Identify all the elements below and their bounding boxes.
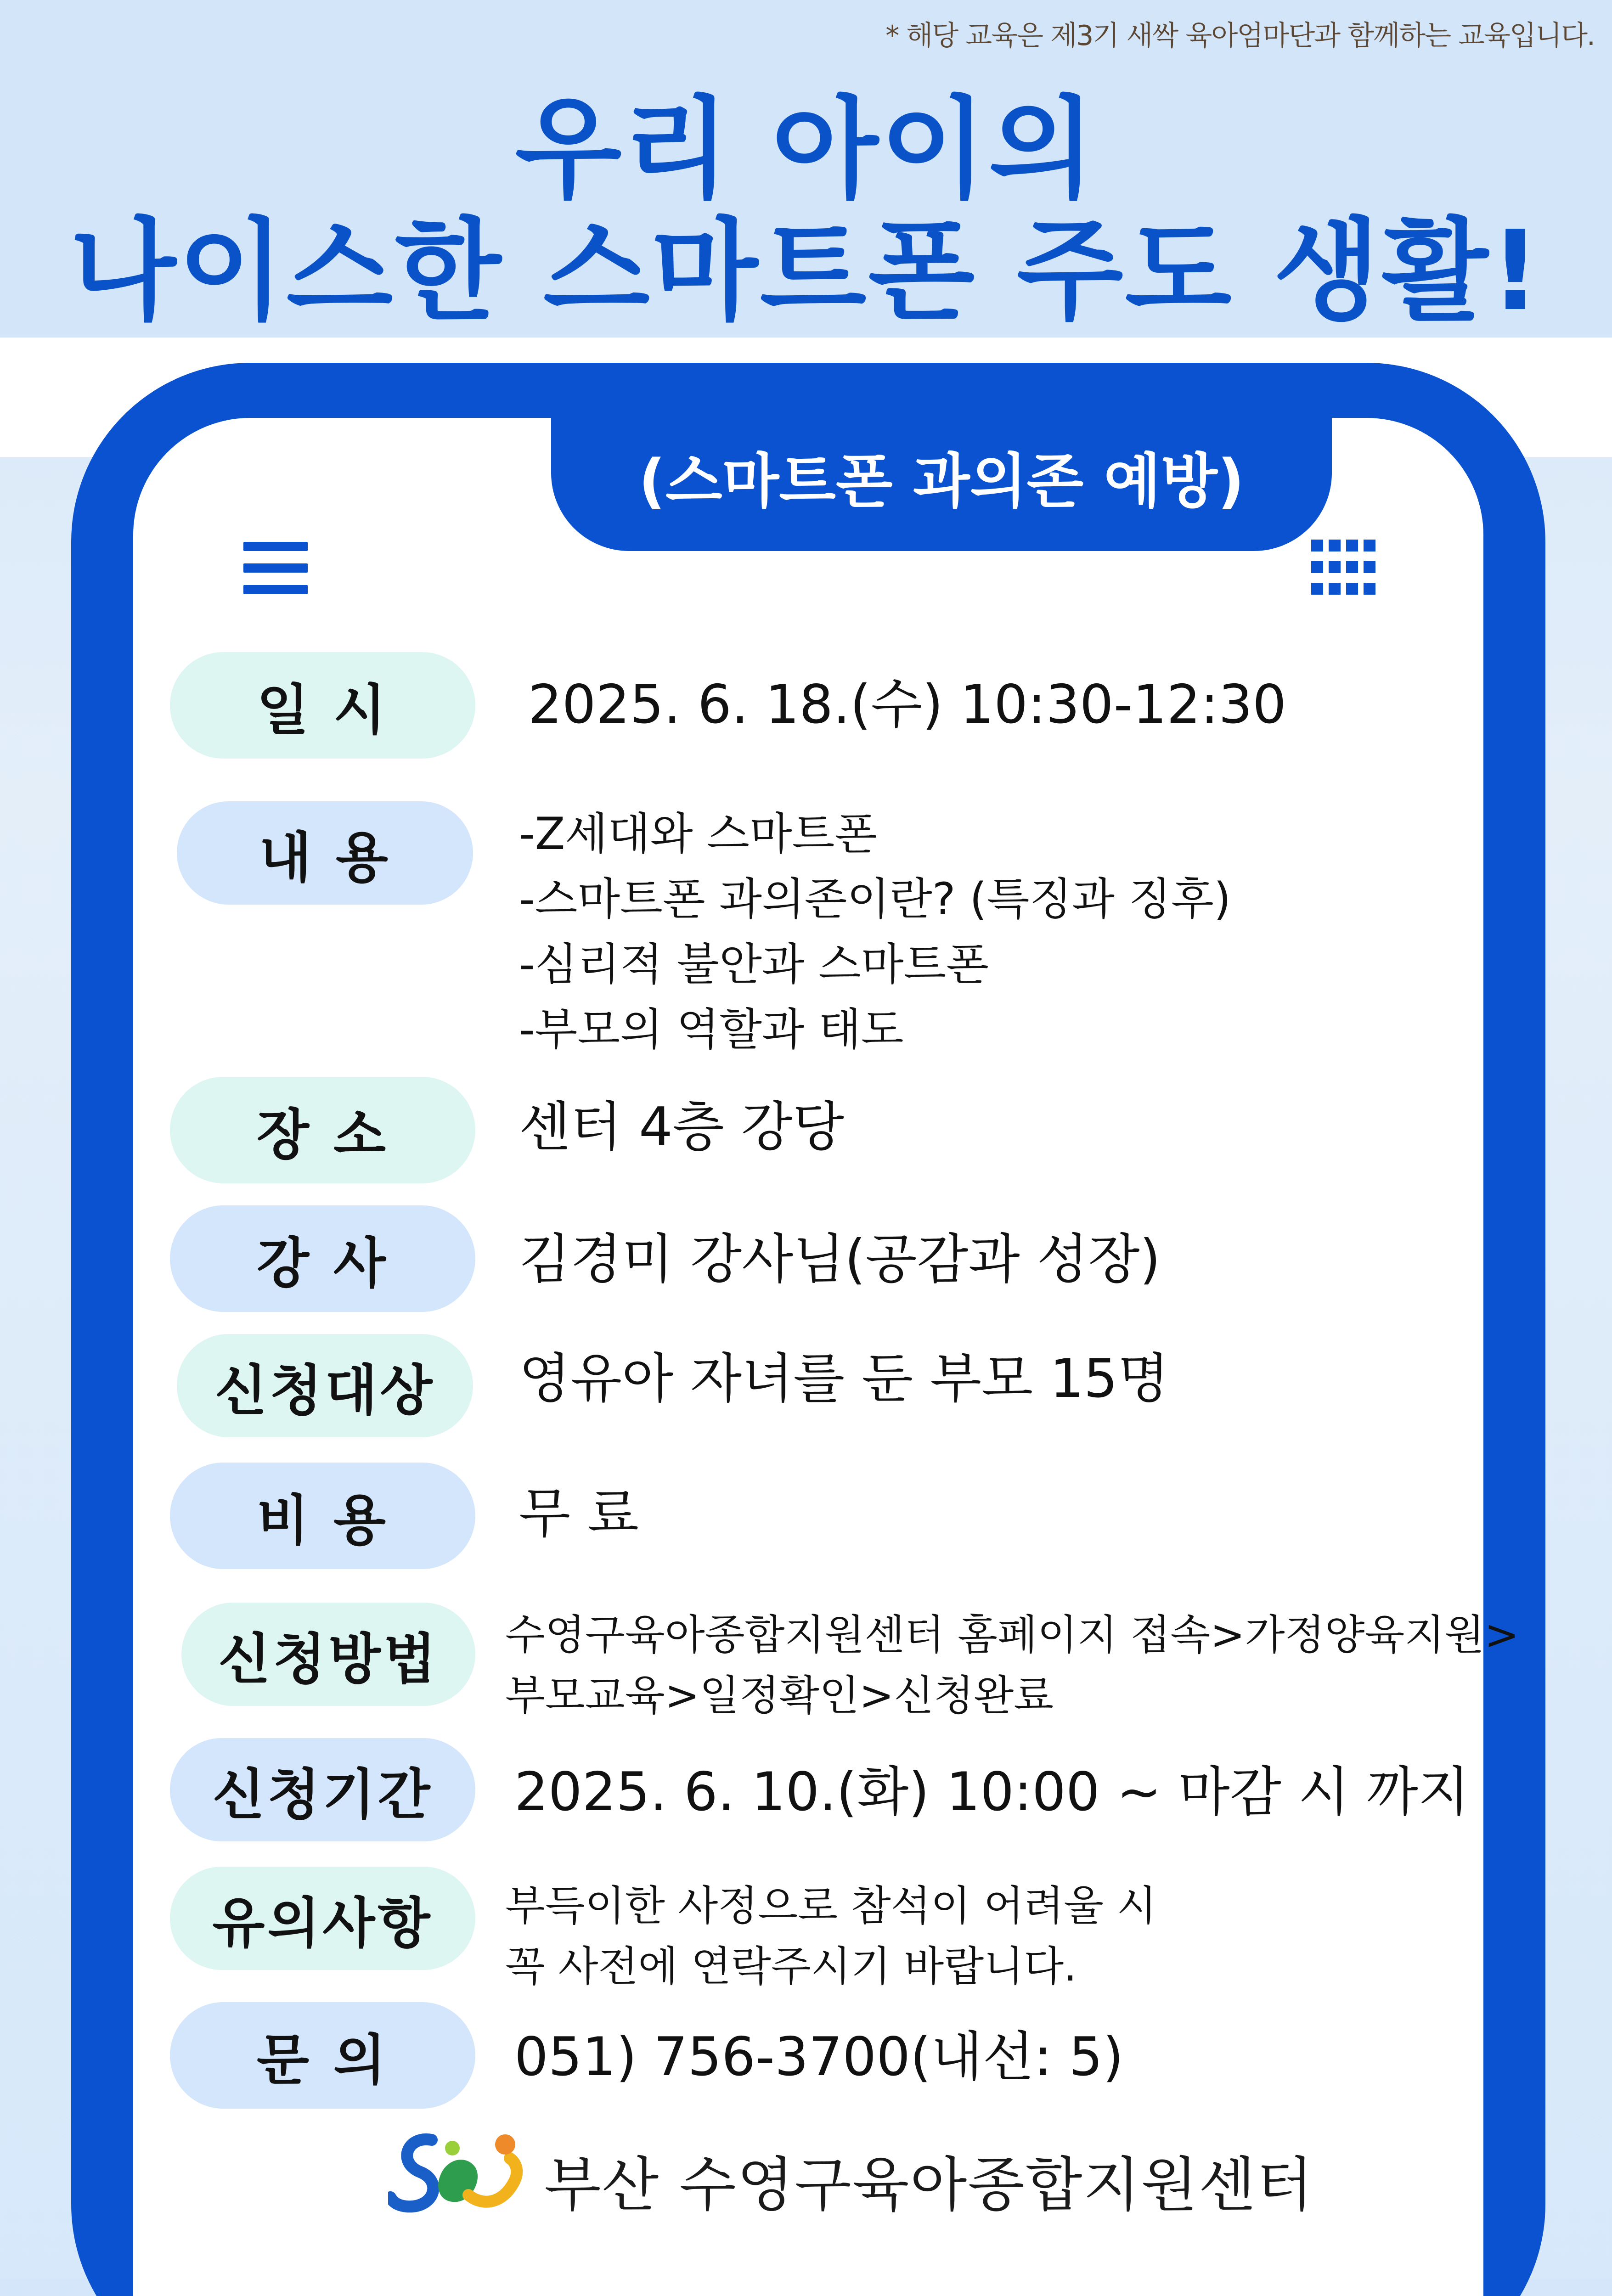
caution-line: 부득이한 사정으로 참석이 어려울 시 <box>505 1882 1157 1930</box>
value-lecturer: 김경미 강사님(공감과 성장) <box>519 1228 1161 1290</box>
label-period: 신청기간 <box>170 1738 475 1841</box>
value-method <box>505 1605 1519 1726</box>
label-caution: 유의사항 <box>170 1867 475 1970</box>
value-caution <box>505 1876 1157 1997</box>
method-line: 부모교육>일정확인>신청완료 <box>505 1671 1054 1720</box>
phone-notch <box>551 413 1332 551</box>
value-fee: 무 료 <box>519 1483 639 1545</box>
method-line: 수영구육아종합지원센터 홈페이지 접속>가정양육지원> <box>505 1611 1519 1659</box>
value-content <box>519 801 1231 1062</box>
subtitle: (스마트폰 과의존 예방) <box>638 447 1245 516</box>
label-date: 일 시 <box>170 652 475 759</box>
label-method: 신청방법 <box>181 1603 475 1706</box>
title-line-1: 우리 아이의 <box>515 85 1097 214</box>
value-date: 2025. 6. 18.(수) 10:30-12:30 <box>528 674 1286 736</box>
label-place: 장 소 <box>170 1077 475 1183</box>
caution-line: 꼭 사전에 연락주시기 바랍니다. <box>505 1942 1077 1991</box>
label-content: 내 용 <box>177 801 473 905</box>
title-line-2: 나이스한 스마트폰 주도 생활! <box>69 207 1543 335</box>
grid-dots-icon[interactable] <box>1311 540 1375 595</box>
label-lecturer: 강 사 <box>170 1205 475 1312</box>
value-place: 센터 4층 강당 <box>519 1096 844 1158</box>
center-logo <box>388 2126 530 2218</box>
value-period: 2025. 6. 10.(화) 10:00 ~ 마감 시 까지 <box>514 1761 1470 1823</box>
value-target: 영유아 자녀를 둔 부모 15명 <box>519 1348 1169 1410</box>
content-line: -심리적 불안과 스마트폰 <box>519 939 989 990</box>
content-line: -부모의 역할과 태도 <box>519 1004 904 1055</box>
header-note: * 해당 교육은 제3기 새싹 육아엄마단과 함께하는 교육입니다. <box>885 20 1595 52</box>
label-target: 신청대상 <box>177 1334 473 1437</box>
content-line: -스마트폰 과의존이란? (특징과 징후) <box>519 873 1231 925</box>
value-contact: 051) 756-3700(내선: 5) <box>514 2026 1124 2088</box>
hamburger-menu-icon[interactable] <box>243 542 308 595</box>
label-contact: 문 의 <box>170 2002 475 2109</box>
label-fee: 비 용 <box>170 1463 475 1569</box>
footer-org-name: 부산 수영구육아종합지원센터 <box>544 2151 1314 2219</box>
content-line: -Z세대와 스마트폰 <box>519 808 878 860</box>
